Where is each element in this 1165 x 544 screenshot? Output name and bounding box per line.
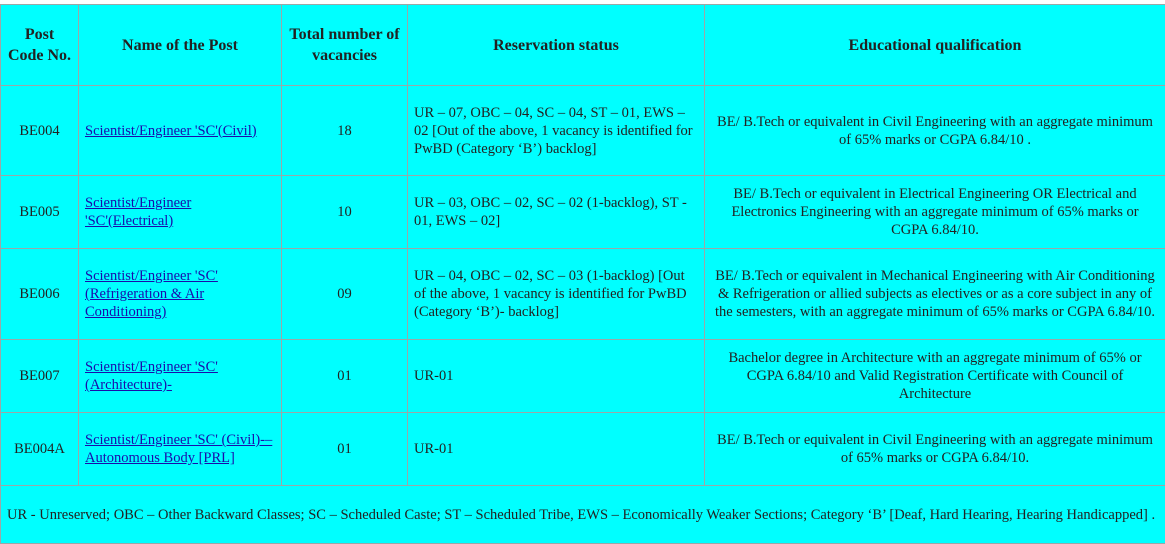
vacancies-cell: 01 [282,340,408,413]
post-link-be005[interactable]: Scientist/Engineer 'SC'(Electrical) [85,195,192,229]
table-row [1,86,1165,176]
post-code-cell: BE005 [1,176,79,249]
table-header-row [1,5,1165,86]
header-post-code: Post Code No. [1,5,79,86]
post-name-cell [79,413,282,486]
post-code-cell: BE006 [1,249,79,340]
reservation-cell: UR – 04, OBC – 02, SC – 03 (1-backlog) [Out of the above, 1 vacancy is identified for PwBD (Category ‘B’)- backlog] [408,249,705,340]
table-row [1,413,1165,486]
vacancies-cell: 09 [282,249,408,340]
qualification-cell: BE/ B.Tech or equivalent in Electrical Engineering OR Electrical and Electronics Engineering with an aggregate minimum of 65% marks or CGPA 6.84/10. [705,176,1165,249]
header-vacancies: Total number of vacancies [282,5,408,86]
reservation-cell: UR – 03, OBC – 02, SC – 02 (1-backlog), ST - 01, EWS – 02] [408,176,705,249]
qualification-cell: BE/ B.Tech or equivalent in Civil Engineering with an aggregate minimum of 65% marks or CGPA 6.84/10 . [705,86,1165,176]
posts-table [0,4,1165,544]
post-link-be007[interactable]: Scientist/Engineer 'SC' (Architecture)- [85,359,218,393]
post-code-cell: BE007 [1,340,79,413]
qualification-cell: BE/ B.Tech or equivalent in Mechanical Engineering with Air Conditioning & Refrigeration or allied subjects as electives or as a core subject in any of the semesters, with an aggregate minimum of 65% marks or CGPA 6.84/10. [705,249,1165,340]
table-row [1,340,1165,413]
reservation-cell: UR – 07, OBC – 04, SC – 04, ST – 01, EWS – 02 [Out of the above, 1 vacancy is identified for PwBD (Category ‘B’) backlog] [408,86,705,176]
abbreviation-legend: UR - Unreserved; OBC – Other Backward Classes; SC – Scheduled Caste; ST – Scheduled Tribe, EWS – Economically Weaker Sections; Category ‘B’ [Deaf, Hard Hearing, Hearing Handicapped] . [1,486,1165,544]
reservation-cell: UR-01 [408,413,705,486]
post-link-be004a[interactable]: Scientist/Engineer 'SC' (Civil)-– Autonomous Body [PRL] [85,432,273,466]
header-post-name: Name of the Post [79,5,282,86]
post-name-cell [79,249,282,340]
post-name-cell [79,86,282,176]
post-name-cell [79,176,282,249]
post-link-be004[interactable]: Scientist/Engineer 'SC'(Civil) [85,122,257,139]
header-qualification: Educational qualification [705,5,1165,86]
post-name-cell [79,340,282,413]
header-reservation: Reservation status [408,5,705,86]
post-link-be006[interactable]: Scientist/Engineer 'SC' (Refrigeration & Air Conditioning) [85,268,218,320]
table-row [1,249,1165,340]
legend-row [1,486,1165,544]
post-code-cell: BE004 [1,86,79,176]
vacancies-cell: 10 [282,176,408,249]
qualification-cell: BE/ B.Tech or equivalent in Civil Engineering with an aggregate minimum of 65% marks or CGPA 6.84/10. [705,413,1165,486]
vacancies-cell: 01 [282,413,408,486]
vacancies-cell: 18 [282,86,408,176]
reservation-cell: UR-01 [408,340,705,413]
table-row [1,176,1165,249]
qualification-cell: Bachelor degree in Architecture with an aggregate minimum of 65% or CGPA 6.84/10 and Valid Registration Certificate with Council of Architecture [705,340,1165,413]
post-code-cell: BE004A [1,413,79,486]
